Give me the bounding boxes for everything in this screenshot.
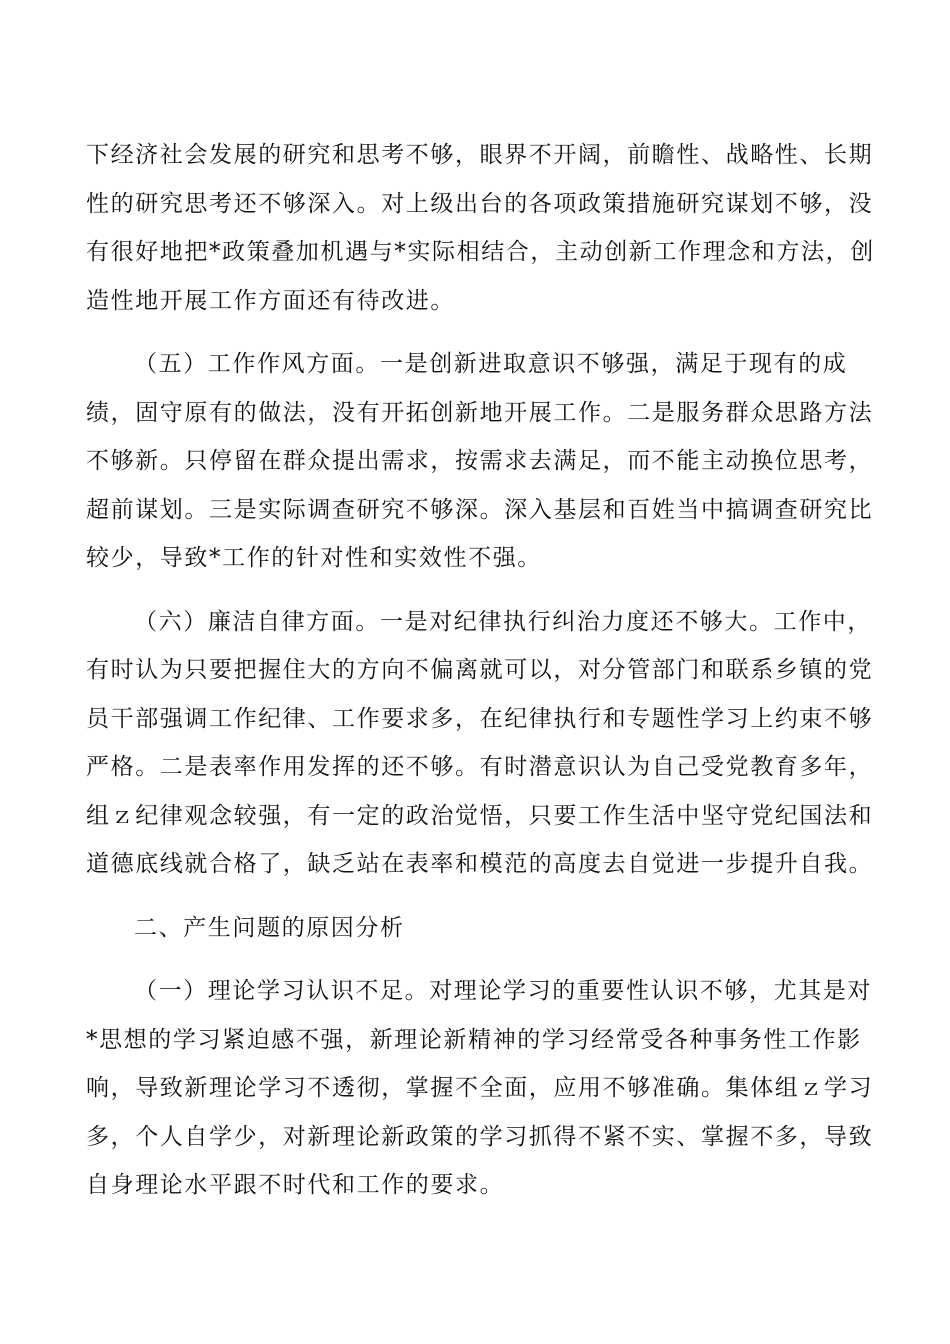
text-line: 超前谋划。三是实际调查研究不够深。深入基层和百姓当中搞调查研究比	[86, 496, 874, 523]
text-line: （一）理论学习认识不足。对理论学习的重要性认识不够，尤其是对	[134, 978, 872, 1004]
section-heading	[86, 904, 862, 953]
paragraph-integrity	[86, 598, 874, 889]
text-line: 造性地开展工作方面还有待改进。	[86, 287, 455, 314]
text-line: （五）工作作风方面。一是创新进取意识不够强，满足于现有的成	[134, 351, 848, 377]
text-line: 自身理论水平跟不时代和工作的要求。	[86, 1172, 505, 1198]
paragraph-continuation	[86, 131, 875, 325]
heading-line: 二、产生问题的原因分析	[134, 914, 405, 941]
text-line: 不够新。只停留在群众提出需求，按需求去满足，而不能主动换位思考，	[86, 448, 874, 474]
text-line: 下经济社会发展的研究和思考不够，眼界不开阔，前瞻性、战略性、长期	[86, 142, 874, 168]
text-line: 严格。二是表率作用发挥的还不够。有时潜意识认为自己受党教育多年，	[86, 754, 874, 780]
text-line: *思想的学习紧迫感不强，新理论新精神的学习经常受各种事务性工作影	[86, 1026, 862, 1053]
paragraph-work-style	[86, 340, 874, 583]
text-line: 性的研究思考还不够深入。对上级出台的各项政策措施研究谋划不够，没	[86, 190, 874, 217]
text-line: 有很好地把*政策叠加机遇与*实际相结合，主动创新工作理念和方法，创	[86, 239, 875, 265]
text-line: 组ｚ纪律观念较强，有一定的政治觉悟，只要工作生活中坚守党纪国法和	[86, 802, 874, 829]
text-line: 较少，导致*工作的针对性和实效性不强。	[86, 545, 542, 571]
text-line: 员干部强调工作纪律、工作要求多，在纪律执行和专题性学习上约束不够	[86, 705, 874, 732]
text-line: 有时认为只要把握住大的方向不偏离就可以，对分管部门和联系乡镇的党	[86, 657, 874, 683]
text-line: 多，个人自学少，对新理论新政策的学习抓得不紧不实、掌握不多，导致	[86, 1123, 874, 1150]
document-body	[86, 131, 875, 1225]
text-line: （六）廉洁自律方面。一是对纪律执行纠治力度还不够大。工作中，	[134, 608, 872, 635]
text-line: 道德底线就合格了，缺乏站在表率和模范的高度去自觉进一步提升自我。	[86, 851, 874, 877]
text-line: 响，导致新理论学习不透彻，掌握不全面，应用不够准确。集体组ｚ学习	[86, 1075, 874, 1101]
paragraph-theory-study	[86, 967, 874, 1210]
text-line: 绩，固守原有的做法，没有开拓创新地开展工作。二是服务群众思路方法	[86, 399, 874, 426]
